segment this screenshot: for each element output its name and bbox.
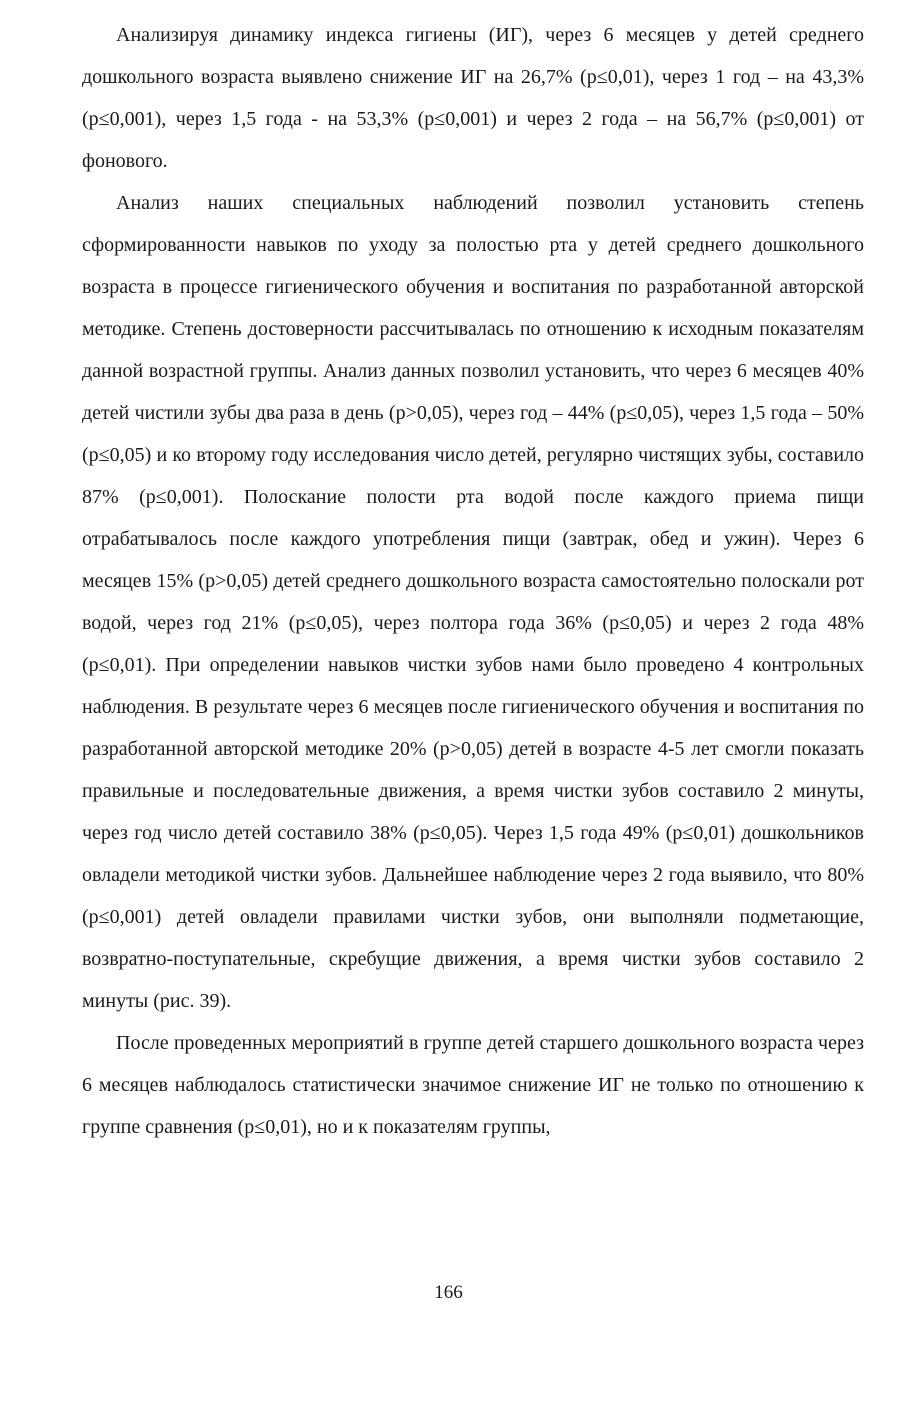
body-text [82, 14, 864, 1148]
page-number: 166 [434, 1282, 463, 1303]
paragraph-hygiene-index: Анализируя динамику индекса гигиены (ИГ), через 6 месяцев у детей среднего дошкольного возраста выявлено снижение ИГ на 26,7% (p≤0,01), через 1 год – на 43,3% (p≤0,001), через 1,5 года - на 53,3% (p≤0,001) и через 2 года – на 56,7% (p≤0,001) от фонового. [82, 24, 864, 172]
paragraph-skills-analysis: Анализ наших специальных наблюдений позволил установить степень сформированности навыков по уходу за полостью рта у детей среднего дошкольного возраста в процессе гигиенического обучения и воспитания по разработанной авторской методике. Степень достоверности рассчитывалась по отношению к исходным показателям данной возрастной группы. Анализ данных позволил установить, что через 6 месяцев 40% детей чистили зубы два раза в день (p>0,05), через год – 44% (p≤0,05), через 1,5 года – 50% (p≤0,05) и ко второму году исследования число детей, регулярно чистящих зубы, составило 87% (p≤0,001). Полоскание полости рта водой после каждого приема пищи отрабатывалось после каждого употребления пищи (завтрак, обед и ужин). Через 6 месяцев 15% (p>0,05) детей среднего дошкольного возраста самостоятельно полоскали рот водой, через год 21% (p≤0,05), через полтора года 36% (p≤0,05) и через 2 года 48% (p≤0,01). При определении навыков чистки зубов нами было проведено 4 контрольных наблюдения. В результате через 6 месяцев после гигиенического обучения и воспитания по разработанной авторской методике 20% (p>0,05) детей в возрасте 4-5 лет смогли показать правильные и последовательные движения, а время чистки зубов составило 2 минуты, через год число детей составило 38% (p≤0,05). Через 1,5 года 49% (p≤0,01) дошкольников овладели методикой чистки зубов. Дальнейшее наблюдение через 2 года выявило, что 80% (p≤0,001) детей овладели правилами чистки зубов, они выполняли подметающие, возвратно-поступательные, скребущие движения, а время чистки зубов составило 2 минуты (рис. 39). [82, 192, 864, 1012]
paragraph-older-group: После проведенных мероприятий в группе детей старшего дошкольного возраста через 6 месяцев наблюдалось статистически значимое снижение ИГ не только по отношению к группе сравнения (p≤0,01), но и к показателям группы, [82, 1032, 864, 1138]
